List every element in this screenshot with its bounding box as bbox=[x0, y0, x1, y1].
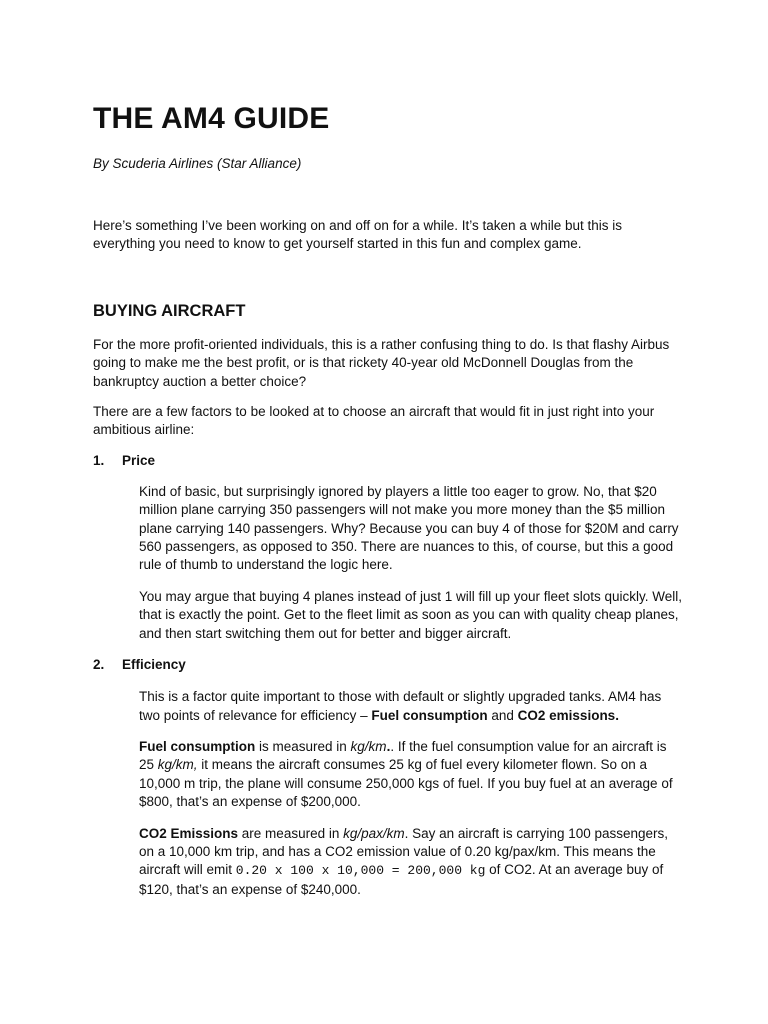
price-section bbox=[139, 483, 683, 643]
list-heading-label: Price bbox=[122, 452, 156, 468]
list-number: 1. bbox=[93, 452, 105, 468]
efficiency-paragraph-1 bbox=[139, 688, 683, 725]
price-paragraph-2: You may argue that buying 4 planes instead of just 1 will fill up your fleet slots quickly. Well, that is exactly the point. Get to the fleet limit as soon as you can with quality cheap planes, and then start switching them out for better and bigger aircraft. bbox=[139, 588, 683, 641]
intro-paragraph: Here’s something I’ve been working on and off on for a while. It’s taken a while but this is everything you need to know to get yourself started in this fun and complex game. bbox=[93, 218, 623, 252]
text-run: it means the aircraft consumes 25 kg of fuel every kilometer flown. So on a 10,000 m trip, the plane will consume 250,000 kgs of fuel. If you buy fuel at an average of $800, that’s an expense of $200,000. bbox=[139, 757, 673, 810]
text-run: are measured in bbox=[238, 825, 344, 841]
document-body bbox=[93, 100, 683, 899]
section-heading-buying-aircraft: BUYING AIRCRAFT bbox=[93, 301, 246, 320]
list-item-efficiency-heading bbox=[93, 656, 683, 674]
text-run: and bbox=[487, 707, 518, 723]
buying-paragraph-1: For the more profit-oriented individuals, this is a rather confusing thing to do. Is that flashy Airbus going to make me the best profit, or is that rickety 40-year old McDonnell Douglas from the bankruptcy auction a better choice? bbox=[93, 336, 670, 389]
list-heading-label: Efficiency bbox=[122, 657, 186, 673]
text-run: is measured in bbox=[255, 738, 351, 754]
bold-period: . bbox=[386, 738, 391, 754]
bold-term: CO2 emissions. bbox=[517, 707, 619, 723]
text-run: This is a factor quite important to those with default or slightly upgraded tanks. AM4 has two points of relevance for efficiency – bbox=[139, 689, 662, 723]
fuel-consumption-paragraph bbox=[139, 738, 683, 812]
text-run: of CO2. At an average buy of $120, that’s an expense of $240,000. bbox=[139, 862, 664, 897]
bold-term: CO2 Emissions bbox=[139, 825, 239, 841]
byline: By Scuderia Airlines (Star Alliance) bbox=[93, 156, 302, 171]
list-item-price-heading bbox=[93, 452, 683, 470]
document-title: THE AM4 GUIDE bbox=[93, 102, 330, 135]
efficiency-section bbox=[139, 688, 683, 899]
bold-term: Fuel consumption bbox=[371, 707, 488, 723]
italic-unit: kg/km bbox=[350, 738, 387, 754]
italic-unit: kg/km, bbox=[157, 757, 198, 773]
co2-emissions-paragraph bbox=[139, 825, 683, 900]
italic-unit: kg/pax/km bbox=[343, 825, 405, 841]
formula-code: 0.20 x 100 x 10,000 = 200,000 kg bbox=[235, 863, 486, 879]
buying-paragraph-2: There are a few factors to be looked at to choose an aircraft that would fit in just right into your ambitious airline: bbox=[93, 404, 655, 438]
list-number: 2. bbox=[93, 657, 105, 673]
text-run: . Say an aircraft is carrying 100 passengers, on a 10,000 km trip, and has a CO2 emission value of 0.20 kg/pax/km. This means the aircraft will emit bbox=[139, 825, 669, 878]
price-paragraph-1: Kind of basic, but surprisingly ignored by players a little too eager to grow. No, that $20 million plane carrying 350 passengers will not make you more money than the $5 million plane carrying 140 passengers. Why? Because you can buy 4 of those for $20M and carry 560 passengers, as opposed to 350. There are nuances to this, of course, but this a good rule of thumb to understand the logic here. bbox=[139, 483, 679, 573]
text-run: . If the fuel consumption value for an aircraft is 25 bbox=[139, 738, 667, 773]
bold-term: Fuel consumption bbox=[139, 738, 256, 754]
